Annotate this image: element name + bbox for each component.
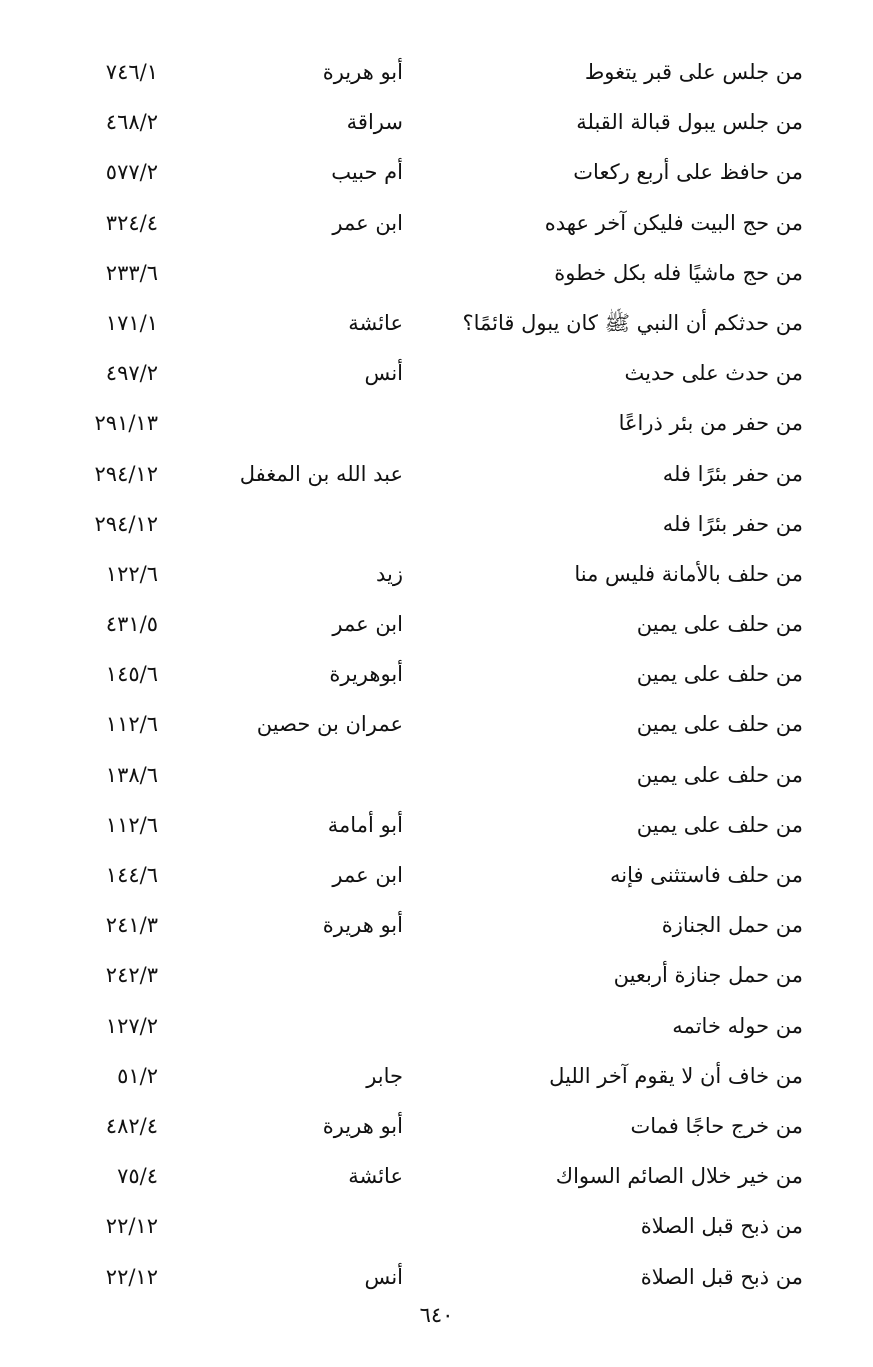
volume-page-reference: ٤٣١/٥ xyxy=(105,612,158,637)
index-row xyxy=(0,97,873,147)
narrator-name: ابن عمر xyxy=(332,863,403,887)
volume-page-reference: ٤٨٢/٤ xyxy=(105,1113,158,1138)
index-row xyxy=(0,499,873,549)
hadith-text: من حدثكم أن النبي ﷺ كان يبول قائمًا؟ xyxy=(462,310,803,335)
narrator-name: ابن عمر xyxy=(332,612,403,637)
volume-page-reference: ٢٤٢/٣ xyxy=(105,963,158,988)
narrator-name: أنس xyxy=(364,361,403,386)
narrator-name: عمران بن حصين xyxy=(256,712,403,737)
volume-page-reference: ٣٢٤/٤ xyxy=(105,210,158,235)
volume-page-reference: ٢٩١/١٣ xyxy=(94,411,158,436)
narrator-name: أبو هريرة xyxy=(322,60,403,84)
index-row xyxy=(0,449,873,499)
hadith-text: من حلف فاستثنى فإنه xyxy=(609,863,803,887)
page-number: ٦٤٠ xyxy=(419,1303,454,1327)
hadith-text: من حج ماشيًا فله بكل خطوة xyxy=(554,260,803,285)
volume-page-reference: ١٧١/١ xyxy=(105,310,158,335)
hadith-text: من حلف بالأمانة فليس منا xyxy=(574,561,803,586)
volume-page-reference: ١٣٨/٦ xyxy=(105,762,158,787)
narrator-name: زيد xyxy=(375,561,403,586)
hadith-text: من خرج حاجًا فمات xyxy=(630,1113,803,1138)
index-row xyxy=(0,549,873,599)
narrator-name: أبو هريرة xyxy=(322,913,403,938)
volume-page-reference: ٢٩٤/١٢ xyxy=(94,461,158,486)
narrator-name: عبد الله بن المغفل xyxy=(239,461,403,486)
index-row xyxy=(0,147,873,197)
volume-page-reference: ٢٣٣/٦ xyxy=(105,260,158,285)
index-row xyxy=(0,1001,873,1051)
index-row xyxy=(0,1252,873,1302)
volume-page-reference: ٤٩٧/٢ xyxy=(105,361,158,386)
narrator-name: ابن عمر xyxy=(332,210,403,235)
volume-page-reference: ٢٩٤/١٢ xyxy=(94,511,158,536)
volume-page-reference: ١٢٧/٢ xyxy=(105,1013,158,1038)
hadith-text: من حلف على يمين xyxy=(636,712,803,737)
index-row xyxy=(0,800,873,850)
volume-page-reference: ٢٢/١٢ xyxy=(105,1264,158,1289)
hadith-text: من حلف على يمين xyxy=(636,662,803,687)
index-row xyxy=(0,47,873,97)
hadith-text: من حج البيت فليكن آخر عهده xyxy=(544,210,803,235)
index-row xyxy=(0,1151,873,1201)
index-row xyxy=(0,850,873,900)
volume-page-reference: ٧٤٦/١ xyxy=(105,60,158,84)
hadith-text: من حمل الجنازة xyxy=(661,913,803,938)
hadith-text: من ذبح قبل الصلاة xyxy=(640,1264,803,1289)
index-row xyxy=(0,1101,873,1151)
volume-page-reference: ١٤٥/٦ xyxy=(105,662,158,687)
narrator-name: سراقة xyxy=(346,110,403,135)
volume-page-reference: ٢٢/١٢ xyxy=(105,1214,158,1239)
volume-page-reference: ١٤٤/٦ xyxy=(105,863,158,887)
index-row xyxy=(0,750,873,800)
index-row xyxy=(0,950,873,1000)
index-row xyxy=(0,900,873,950)
hadith-text: من حافظ على أربع ركعات xyxy=(573,160,803,185)
volume-page-reference: ٧٥/٤ xyxy=(117,1164,158,1189)
volume-page-reference: ٢٤١/٣ xyxy=(105,913,158,938)
narrator-name: أبوهريرة xyxy=(329,662,403,687)
volume-page-reference: ١١٢/٦ xyxy=(105,712,158,737)
narrator-name: عائشة xyxy=(348,1164,403,1189)
volume-page-reference: ٤٦٨/٢ xyxy=(105,110,158,135)
narrator-name: أبو أمامة xyxy=(327,812,403,837)
hadith-text: من حمل جنازة أربعين xyxy=(613,963,803,988)
index-row xyxy=(0,1051,873,1101)
index-row xyxy=(0,1201,873,1251)
volume-page-reference: ٥١/٢ xyxy=(117,1063,158,1088)
narrator-name: عائشة xyxy=(348,310,403,335)
index-row xyxy=(0,298,873,348)
volume-page-reference: ٥٧٧/٢ xyxy=(105,160,158,185)
index-row xyxy=(0,198,873,248)
hadith-text: من حوله خاتمه xyxy=(672,1013,803,1038)
volume-page-reference: ١١٢/٦ xyxy=(105,812,158,837)
hadith-text: من حلف على يمين xyxy=(636,812,803,837)
hadith-text: من حلف على يمين xyxy=(636,612,803,637)
hadith-text: من حدث على حديث xyxy=(624,361,803,386)
hadith-text: من حلف على يمين xyxy=(636,762,803,787)
index-row xyxy=(0,649,873,699)
hadith-text: من خير خلال الصائم السواك xyxy=(555,1164,803,1189)
hadith-text: من حفر بئرًا فله xyxy=(662,461,803,486)
narrator-name: جابر xyxy=(366,1063,403,1088)
hadith-text: من حفر بئرًا فله xyxy=(662,511,803,536)
index-row xyxy=(0,348,873,398)
hadith-text: من حفر من بئر ذراعًا xyxy=(618,411,803,436)
hadith-text: من جلس على قبر يتغوط xyxy=(584,60,803,84)
hadith-text: من ذبح قبل الصلاة xyxy=(640,1214,803,1239)
index-row xyxy=(0,599,873,649)
narrator-name: أم حبيب xyxy=(331,160,403,185)
hadith-index-table xyxy=(0,47,873,1302)
index-row xyxy=(0,248,873,298)
index-row xyxy=(0,699,873,749)
narrator-name: أنس xyxy=(364,1264,403,1289)
narrator-name: أبو هريرة xyxy=(322,1113,403,1138)
hadith-text: من جلس يبول قبالة القبلة xyxy=(576,110,803,135)
index-row xyxy=(0,398,873,448)
volume-page-reference: ١٢٢/٦ xyxy=(105,561,158,586)
hadith-text: من خاف أن لا يقوم آخر الليل xyxy=(549,1063,803,1088)
